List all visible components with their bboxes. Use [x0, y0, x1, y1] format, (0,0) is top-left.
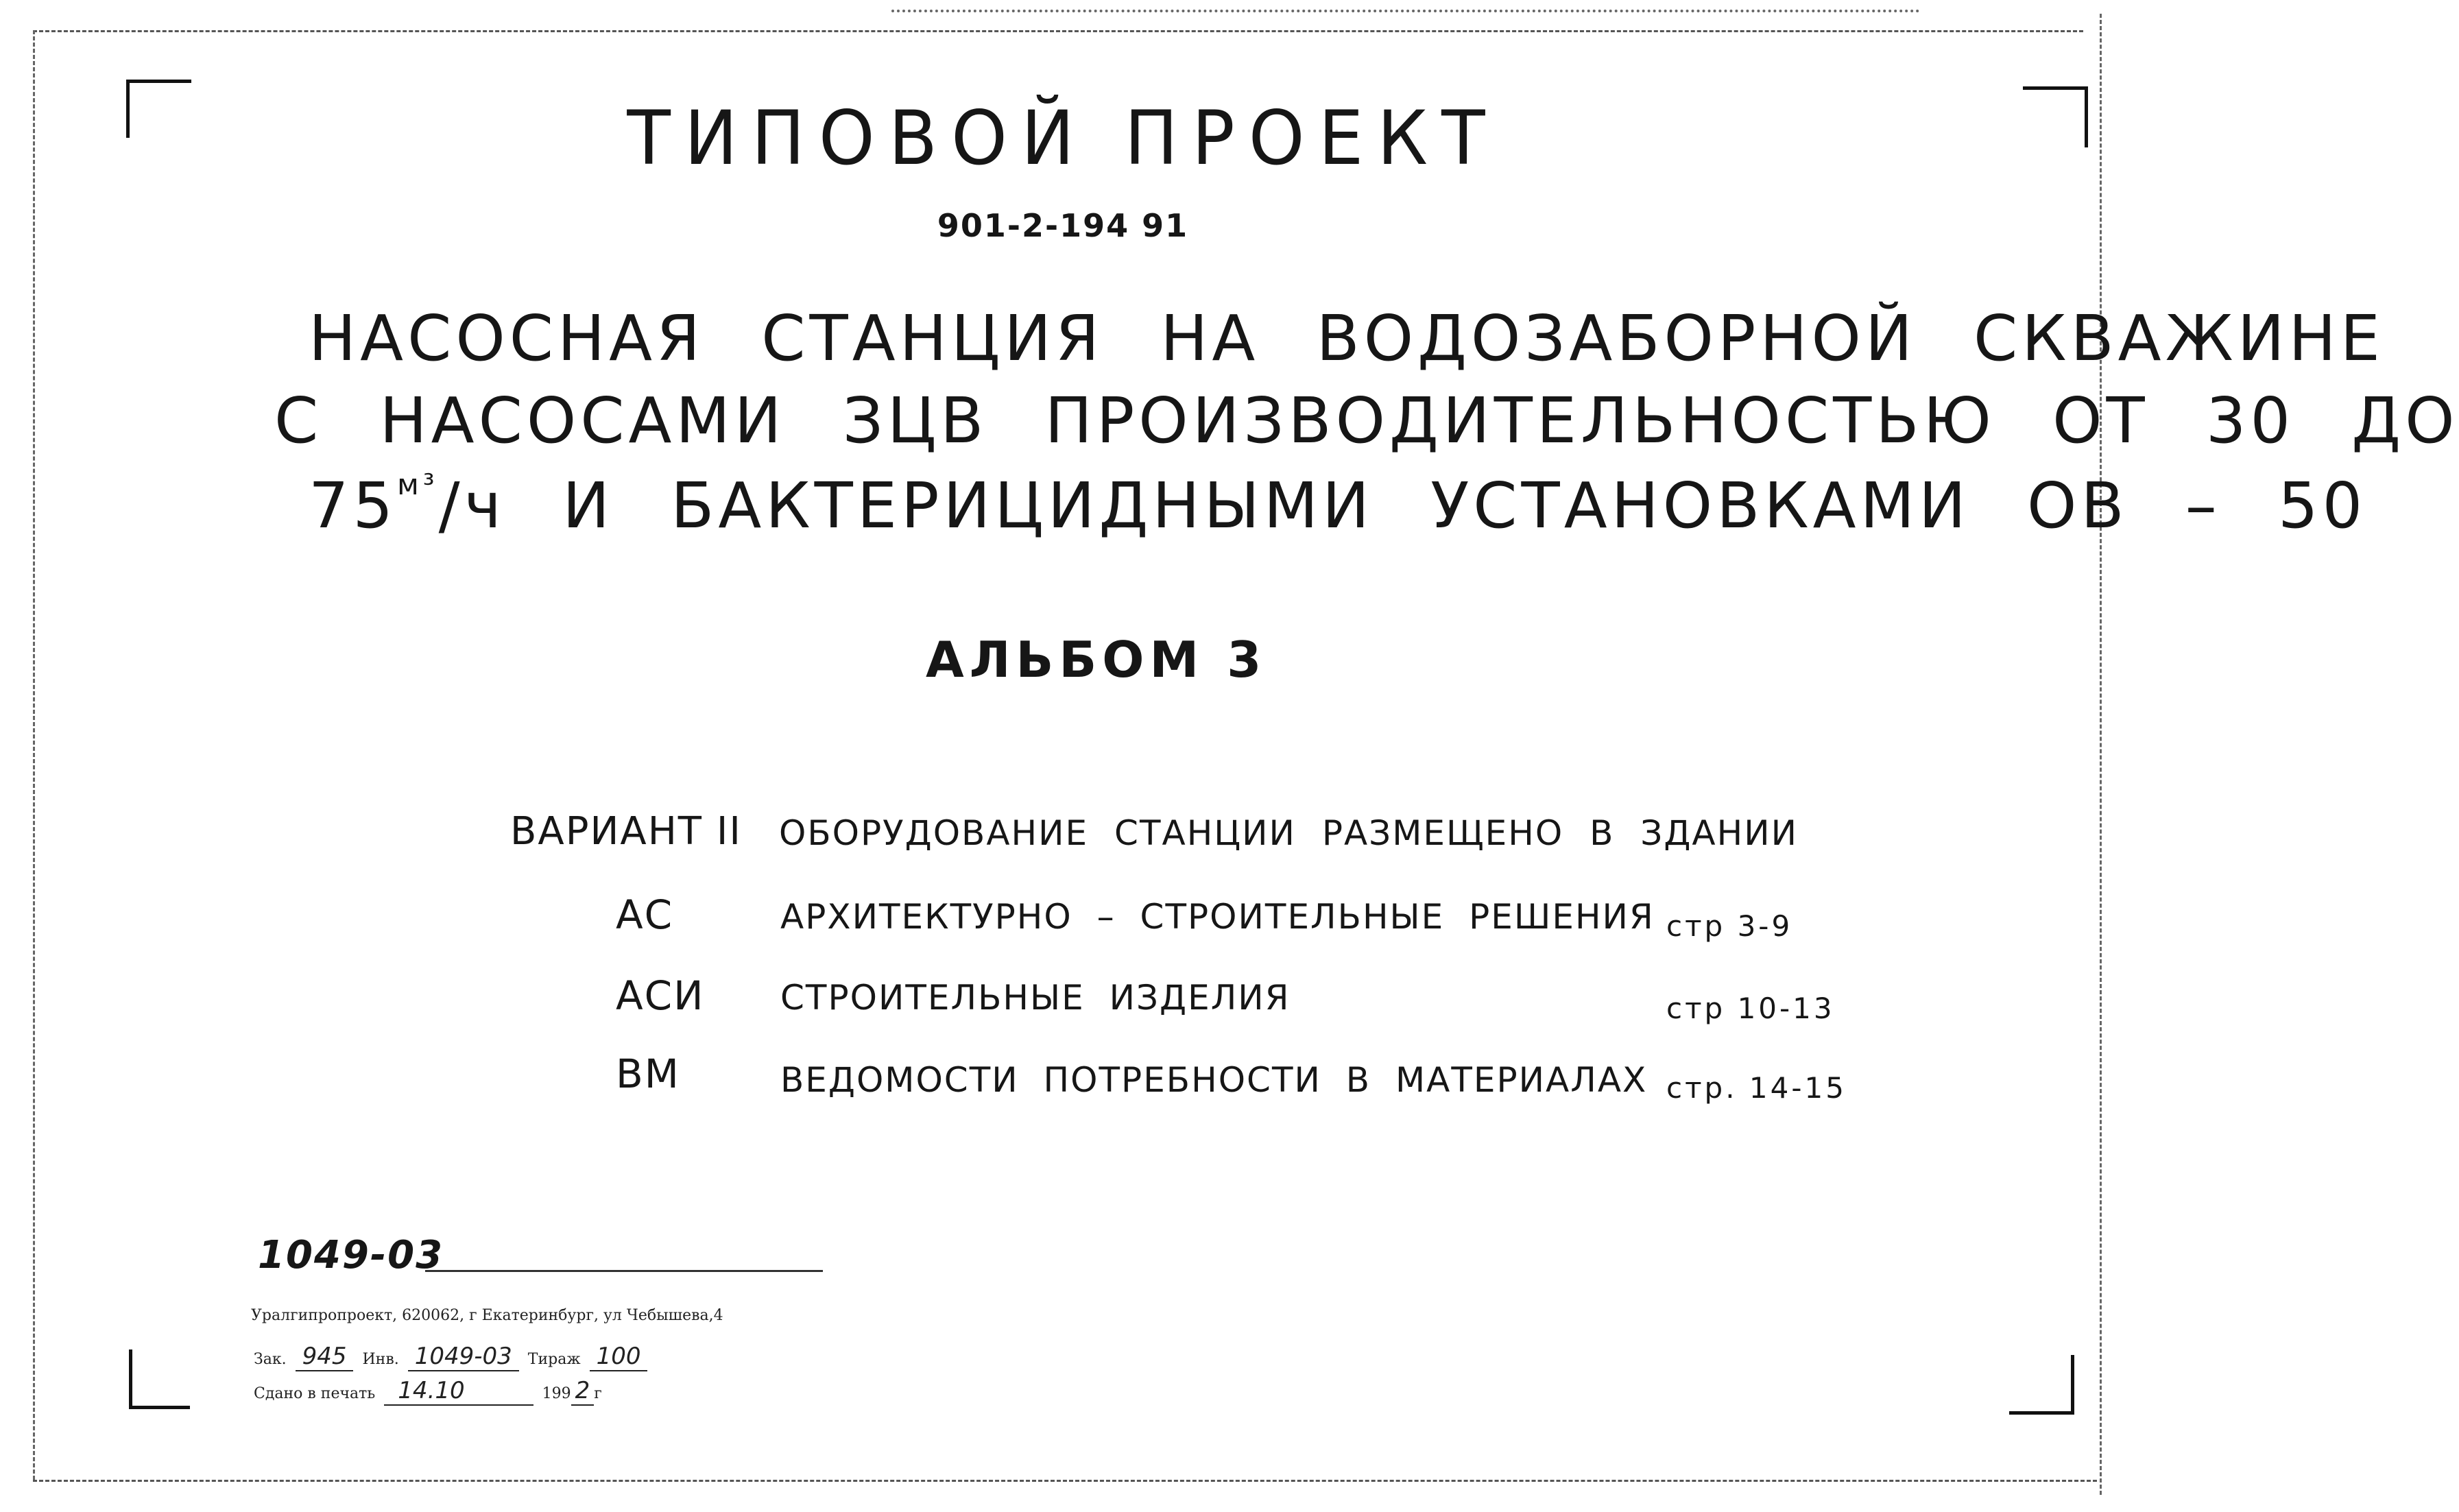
- inv-label: Инв.: [362, 1351, 399, 1368]
- page-edge-bottom: [33, 1480, 2097, 1482]
- contents-title-asi: СТРОИТЕЛЬНЫЕ ИЗДЕЛИЯ: [780, 978, 1291, 1018]
- project-name-line-3-rest: И БАКТЕРИЦИДНЫМИ УСТАНОВКАМИ ОВ – 50: [562, 469, 2367, 542]
- project-code: 901-2-194 91: [937, 207, 1189, 244]
- project-name-line-3: [309, 469, 2366, 542]
- variant-label: ВАРИАНТ II: [510, 809, 742, 854]
- project-name-line-1: НАСОСНАЯ СТАНЦИЯ НА ВОДОЗАБОРНОЙ СКВАЖИНЕ: [309, 302, 2384, 375]
- print-label: Сдано в печать: [254, 1385, 376, 1402]
- document-title: ТИПОВОЙ ПРОЕКТ: [627, 93, 1499, 182]
- contents-pages-as: стр 3-9: [1666, 909, 1793, 943]
- imprint-order-row: [254, 1343, 651, 1371]
- corner-mark-bottom-left: [129, 1349, 190, 1409]
- contents-title-vm: ВЕДОМОСТИ ПОТРЕБНОСТИ В МАТЕРИАЛАХ: [780, 1060, 1648, 1100]
- year-suffix: 2: [571, 1377, 595, 1406]
- contents-code-vm: ВМ: [616, 1051, 680, 1097]
- year-unit: г: [594, 1385, 602, 1402]
- imprint-print-row: [254, 1377, 602, 1406]
- capacity-unit-superscript: м³: [397, 468, 439, 501]
- year-prefix: 199: [542, 1385, 571, 1402]
- corner-mark-bottom-right: [2009, 1355, 2074, 1415]
- contents-title-as: АРХИТЕКТУРНО – СТРОИТЕЛЬНЫЕ РЕШЕНИЯ: [780, 897, 1655, 937]
- order-label: Зак.: [254, 1351, 287, 1368]
- variant-description: ОБОРУДОВАНИЕ СТАНЦИИ РАЗМЕЩЕНО В ЗДАНИИ: [779, 813, 1799, 853]
- inv-value: 1049-03: [408, 1343, 519, 1371]
- contents-code-asi: АСИ: [616, 972, 705, 1019]
- album-title: АЛЬБОМ 3: [926, 631, 1267, 688]
- project-name-line-2: С НАСОСАМИ ЗЦВ ПРОИЗВОДИТЕЛЬНОСТЬЮ ОТ 30 ДО: [274, 384, 2459, 457]
- page-edge-left: [33, 30, 35, 1480]
- print-run-value: 100: [590, 1343, 648, 1371]
- print-date: 14.10: [384, 1377, 533, 1406]
- contents-pages-vm: стр. 14-15: [1666, 1071, 1847, 1105]
- page-edge-top: [33, 30, 2083, 32]
- inventory-number: 1049-03: [258, 1233, 444, 1277]
- contents-pages-asi: стр 10-13: [1666, 992, 1835, 1025]
- inventory-underline: [425, 1270, 823, 1272]
- print-run-label: Тираж: [527, 1351, 581, 1368]
- capacity-unit-fraction: /ч: [438, 469, 505, 542]
- order-value: 945: [296, 1343, 354, 1371]
- capacity-value: 75: [309, 469, 398, 542]
- contents-code-as: АС: [616, 891, 674, 938]
- top-scan-artifact: [891, 10, 1920, 12]
- imprint-publisher: Уралгипропроект, 620062, г Екатеринбург, ул Чебышева,4: [251, 1307, 723, 1324]
